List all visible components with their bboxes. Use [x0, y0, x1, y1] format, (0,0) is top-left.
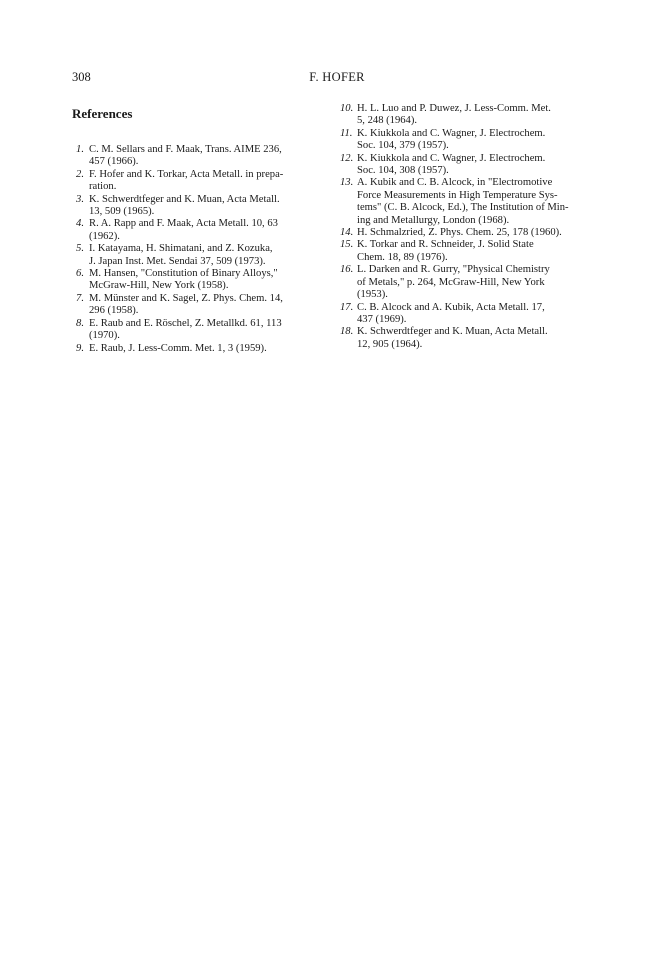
reference-item — [340, 264, 602, 301]
references-column-right — [340, 103, 602, 351]
reference-item — [340, 302, 602, 327]
reference-text: E. Raub, J. Less-Comm. Met. 1, 3 (1959). — [89, 342, 267, 354]
reference-number: 15. — [340, 239, 354, 251]
reference-number: 12. — [340, 152, 354, 164]
reference-text: E. Raub and E. Röschel, Z. Metallkd. 61, 113 (1970). — [89, 317, 282, 342]
reference-item — [72, 169, 314, 194]
reference-item — [72, 318, 314, 343]
reference-number: 18. — [340, 326, 354, 338]
reference-text: I. Katayama, H. Shimatani, and Z. Kozuka, J. Japan Inst. Met. Sendai 37, 509 (1973). — [89, 243, 273, 267]
reference-number: 13. — [340, 177, 354, 189]
references-column-left — [72, 144, 314, 355]
reference-item — [340, 326, 602, 351]
reference-item — [340, 227, 602, 239]
reference-item — [340, 177, 602, 227]
reference-text: L. Darken and R. Gurry, "Physical Chemistry of Metals," p. 264, McGraw-Hill, New York (1953). — [357, 264, 550, 301]
reference-number: 10. — [340, 103, 354, 114]
reference-text: K. Torkar and R. Schneider, J. Solid State Chem. 18, 89 (1976). — [357, 239, 534, 263]
references-heading: References — [72, 106, 133, 121]
reference-text: F. Hofer and K. Torkar, Acta Metall. in prepa- ration. — [89, 168, 284, 193]
reference-text: K. Kiukkola and C. Wagner, J. Electrochem. Soc. 104, 379 (1957). — [357, 127, 546, 152]
reference-item — [72, 343, 314, 355]
reference-item — [72, 268, 314, 293]
reference-item — [340, 153, 602, 178]
reference-text: K. Schwerdtfeger and K. Muan, Acta Metall. 13, 509 (1965). — [89, 193, 280, 218]
reference-number: 7. — [76, 292, 84, 304]
reference-item — [72, 293, 314, 318]
page-header — [72, 70, 602, 86]
reference-item — [72, 194, 314, 219]
page-number: 308 — [72, 70, 91, 84]
reference-item — [72, 243, 314, 268]
reference-text: H. Schmalzried, Z. Phys. Chem. 25, 178 (1960). — [357, 227, 562, 239]
reference-item — [72, 218, 314, 243]
reference-text: H. L. Luo and P. Duwez, J. Less-Comm. Met. 5, 248 (1964). — [357, 103, 551, 127]
reference-number: 9. — [76, 342, 84, 354]
reference-number: 11. — [340, 127, 353, 139]
reference-item — [340, 128, 602, 153]
reference-item — [340, 103, 602, 128]
reference-number: 2. — [76, 168, 84, 180]
reference-number: 3. — [76, 193, 84, 205]
reference-number: 4. — [76, 218, 84, 230]
reference-text: K. Kiukkola and C. Wagner, J. Electrochem. Soc. 104, 308 (1957). — [357, 152, 546, 177]
reference-number: 6. — [76, 268, 84, 280]
reference-number: 14. — [340, 227, 354, 239]
reference-number: 16. — [340, 264, 354, 276]
reference-number: 8. — [76, 317, 84, 329]
reference-item — [72, 144, 314, 169]
reference-text: K. Schwerdtfeger and K. Muan, Acta Metall. 12, 905 (1964). — [357, 326, 548, 350]
running-head: F. HOFER — [309, 70, 365, 84]
reference-item — [340, 239, 602, 264]
reference-number: 17. — [340, 301, 354, 313]
reference-number: 5. — [76, 243, 84, 255]
reference-text: C. M. Sellars and F. Maak, Trans. AIME 236, 457 (1966). — [89, 144, 282, 168]
reference-text: M. Hansen, "Constitution of Binary Alloys," McGraw-Hill, New York (1958). — [89, 268, 278, 292]
reference-text: R. A. Rapp and F. Maak, Acta Metall. 10, 63 (1962). — [89, 218, 278, 242]
reference-text: M. Münster and K. Sagel, Z. Phys. Chem. 14, 296 (1958). — [89, 292, 283, 317]
reference-number: 1. — [76, 144, 84, 155]
reference-text: C. B. Alcock and A. Kubik, Acta Metall. 17, 437 (1969). — [357, 301, 545, 325]
reference-text: A. Kubik and C. B. Alcock, in "Electromotive Force Measurements in High Temperature Sys- tems" (C. B. Alcock, Ed.), The Institution of Min- ing and Metallurgy, London (1968). — [357, 177, 569, 226]
